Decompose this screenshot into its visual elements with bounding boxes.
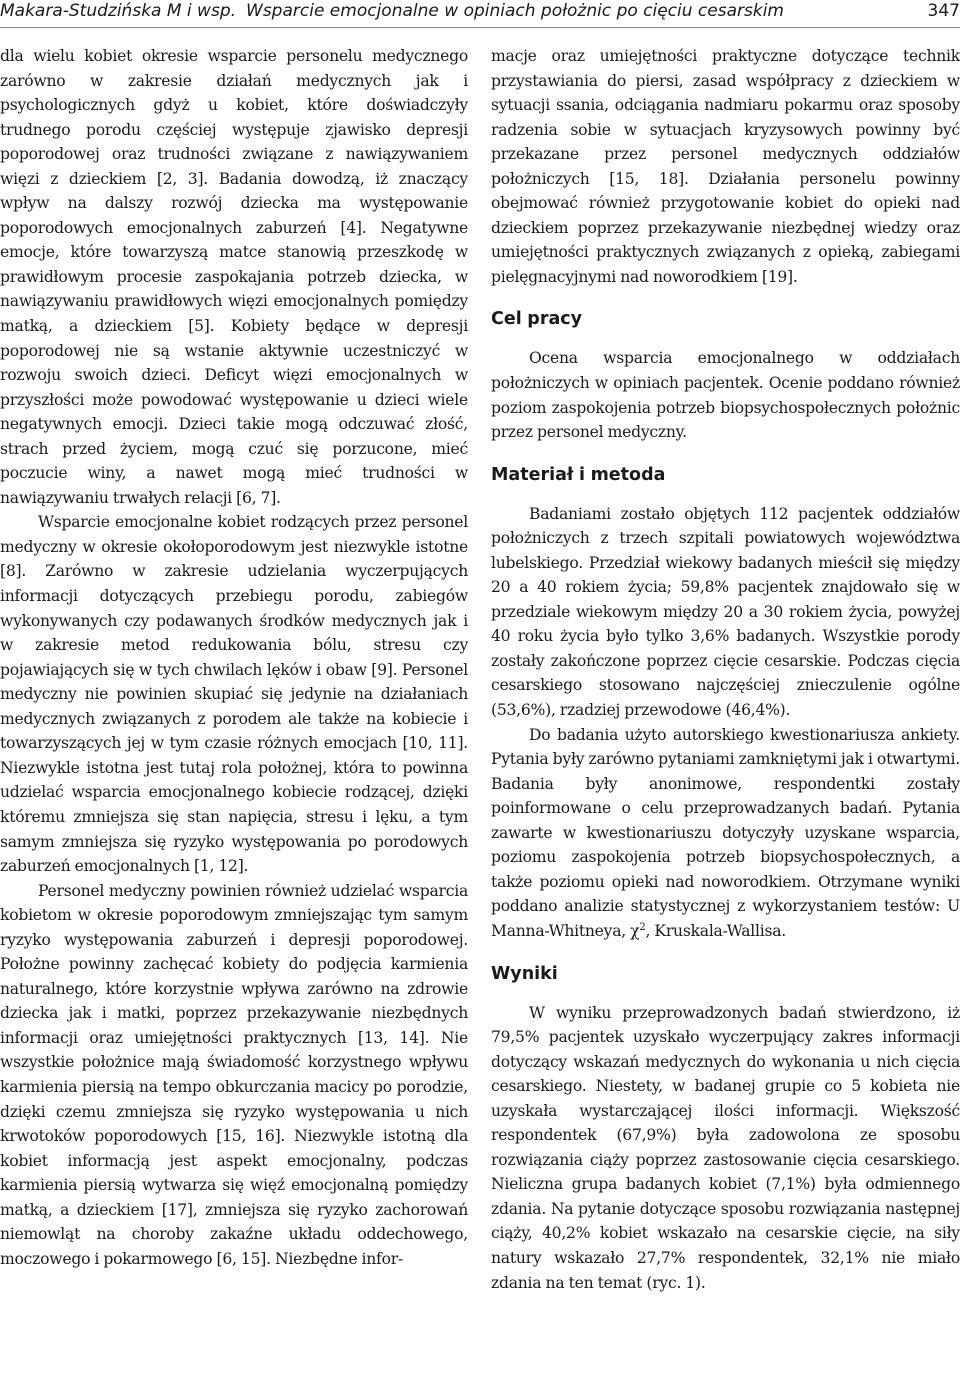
paragraph-text: Do badania użyto autorskiego kwestionariusza ankiety. Pytania były zarówno pytaniami zamkniętymi jak i otwartymi. Badania były anonimowe, respondentki zostały poinformowane o celu przeprowadzanych badań. Pytania zawarte w kwestionariuszu dotyczyły uzyskane wsparcia, poziomu zaspokojenia potrzeb biopsychospołecznych, a także poziomu opieki nad noworodkiem. Otrzymane wyniki poddano analizie statystycznej z wykorzystaniem testów: U Manna-Whitneya, χ [491, 725, 960, 940]
page-number: 347 [927, 1, 960, 21]
left-column [0, 44, 468, 1271]
paragraph-text: , Kruskala-Wallisa. [645, 921, 786, 940]
header-rule [0, 27, 960, 28]
paragraph: W wyniku przeprowadzonych badań stwierdzono, iż 79,5% pacjentek uzyskało wyczerpujący zakres informacji dotyczący wskazań medycznych do wykonania u nich cięcia cesarskiego. Niestety, w badanej grupie co 5 kobieta nie uzyskała wystarczającej ilości informacji. Większość respondentek (67,9%) była zadowolona ze sposobu rozwiązania ciąży poprzez zastosowanie cięcia cesarskiego. Nieliczna grupa badanych kobiet (7,1%) była odmiennego zdania. Na pytanie dotyczące sposobu rozwiązania następnej ciąży, 40,2% kobiet wskazało na cesarskie cięcie, na siły natury wskazało 27,7% respondentek, 32,1% nie miało zdania na ten temat (ryc. 1). [491, 1003, 960, 1292]
paragraph [491, 723, 960, 944]
header-authors: Makara-Studzińska M i wsp. [0, 1, 237, 21]
paragraph: Ocena wsparcia emocjonalnego w oddziałach położniczych w opiniach pacjentek. Ocenie poddano również poziom zaspokojenia potrzeb biopsychospołecznych położnic przez personel medyczny. [491, 349, 960, 442]
right-column [491, 44, 960, 1295]
paragraph: Personel medyczny powinien również udzielać wsparcia kobietom w okresie poporodowym zmniejszając tym samym ryzyko występowania zaburzeń i depresji poporodowej. Położne powinny zachęcać kobiety do podjęcia karmienia naturalnego, które korzystnie wpływa zarówno na zdrowie dziecka jak i matki, poprzez przekazywanie niezbędnych informacji oraz umiejętności praktycznych [13, 14]. Nie wszystkie położnice mają świadomość korzystnego wpływu karmienia piersią na tempo obkurczania macicy po porodzie, dzięki czemu zmniejsza się ryzyko występowania u nich krwotoków poporodowych [15, 16]. Niezwykle istotną dla kobiet informacją jest aspekt emocjonalny, podczas karmienia piersią wytwarza się więź emocjonalną pomiędzy matką, a dzieckiem [17], zmniejsza się ryzyko zachorowań niemowląt na choroby zakaźne układu oddechowego, moczowego i pokarmowego [6, 15]. Niezbędne infor- [0, 881, 468, 1268]
running-header [0, 0, 960, 30]
section-heading-methods: Materiał i metoda [491, 464, 666, 485]
section-heading-results: Wyniki [491, 963, 558, 984]
header-article-title: Wsparcie emocjonalne w opiniach położnic po cięciu cesarskim [246, 1, 784, 21]
paragraph: dla wielu kobiet okresie wsparcie personelu medycznego zarówno w zakresie działań medycznych jak i psychologicznych gdyż u kobiet, które doświadczyły trudnego porodu częściej występuje zjawisko depresji poporodowej oraz trudności związane z nawiązywaniem więzi z dzieckiem [2, 3]. Badania dowodzą, iż znaczący wpływ na dalszy rozwój dziecka ma występowanie poporodowych emocjonalnych zaburzeń [4]. Negatywne emocje, które towarzyszą matce stanowią przeszkodę w prawidłowym procesie zaspokajania potrzeb dziecka, w nawiązywaniu prawidłowych więzi emocjonalnych pomiędzy matką, a dzieckiem [5]. Kobiety będące w depresji poporodowej nie są wstanie aktywnie uczestniczyć w rozwoju swoich dzieci. Deficyt więzi emocjonalnych w przyszłości może powodować występowanie u dzieci wiele negatywnych emocji. Dzieci takie mogą odczuwać złość, strach przed życiem, mogą czuć się porzucone, mieć poczucie winy, a nawet mogą mieć trudności w nawiązywaniu trwałych relacji [6, 7]. [0, 47, 468, 507]
superscript: 2 [639, 921, 646, 933]
paragraph: macje oraz umiejętności praktyczne dotyczące technik przystawiania do piersi, zasad współpracy z dzieckiem w sytuacji ssania, odciągania nadmiaru pokarmu oraz sposoby radzenia sobie w sytuacjach kryzysowych powinny być przekazane przez personel medycznych oddziałów położniczych [15, 18]. Działania personelu powinny obejmować również przygotowanie kobiet do opieki nad dzieckiem poprzez przekazywanie niezbędnej wiedzy oraz umiejętności praktycznych związanych z opieką, zabiegami pielęgnacyjnymi nad noworodkiem [19]. [491, 47, 960, 286]
paragraph: Wsparcie emocjonalne kobiet rodzących przez personel medyczny w okresie okołoporodowym jest niezwykle istotne [8]. Zarówno w zakresie udzielania wyczerpujących informacji dotyczących przebiegu porodu, zabiegów wykonywanych czy podawanych środków medycznych jak i w zakresie metod redukowania bólu, stresu czy pojawiających się w tych chwilach lęków i obaw [9]. Personel medyczny nie powinien skupiać się jedynie na działaniach medycznych związanych z porodem ale także na kobiecie i towarzyszących jej w tym czasie różnych emocjach [10, 11]. Niezwykle istotna jest tutaj rola położnej, która to powinna udzielać wsparcia emocjonalnego kobiecie rodzącej, dzięki któremu zmniejsza się stan napięcia, stresu i lęku, a tym samym zmniejsza się ryzyko występowania po porodowych zaburzeń emocjonalnych [1, 12]. [0, 513, 468, 876]
section-heading-aim: Cel pracy [491, 309, 583, 330]
paragraph: Badaniami zostało objętych 112 pacjentek oddziałów położniczych z trzech szpitali powiatowych województwa lubelskiego. Przedział wiekowy badanych mieścił się między 20 a 40 rokiem życia; 59,8% pacjentek znajdowało się w przedziale wiekowym między 20 a 30 rokiem życia, powyżej 40 roku życia było tylko 3,6% badanych. Wszystkie porody zostały zakończone poprzez cięcie cesarskie. Podczas cięcia cesarskiego stosowano najczęściej znieczulenie ogólne (53,6%), rzadziej przewodowe (46,4%). [491, 504, 960, 720]
running-header-left [0, 0, 784, 22]
